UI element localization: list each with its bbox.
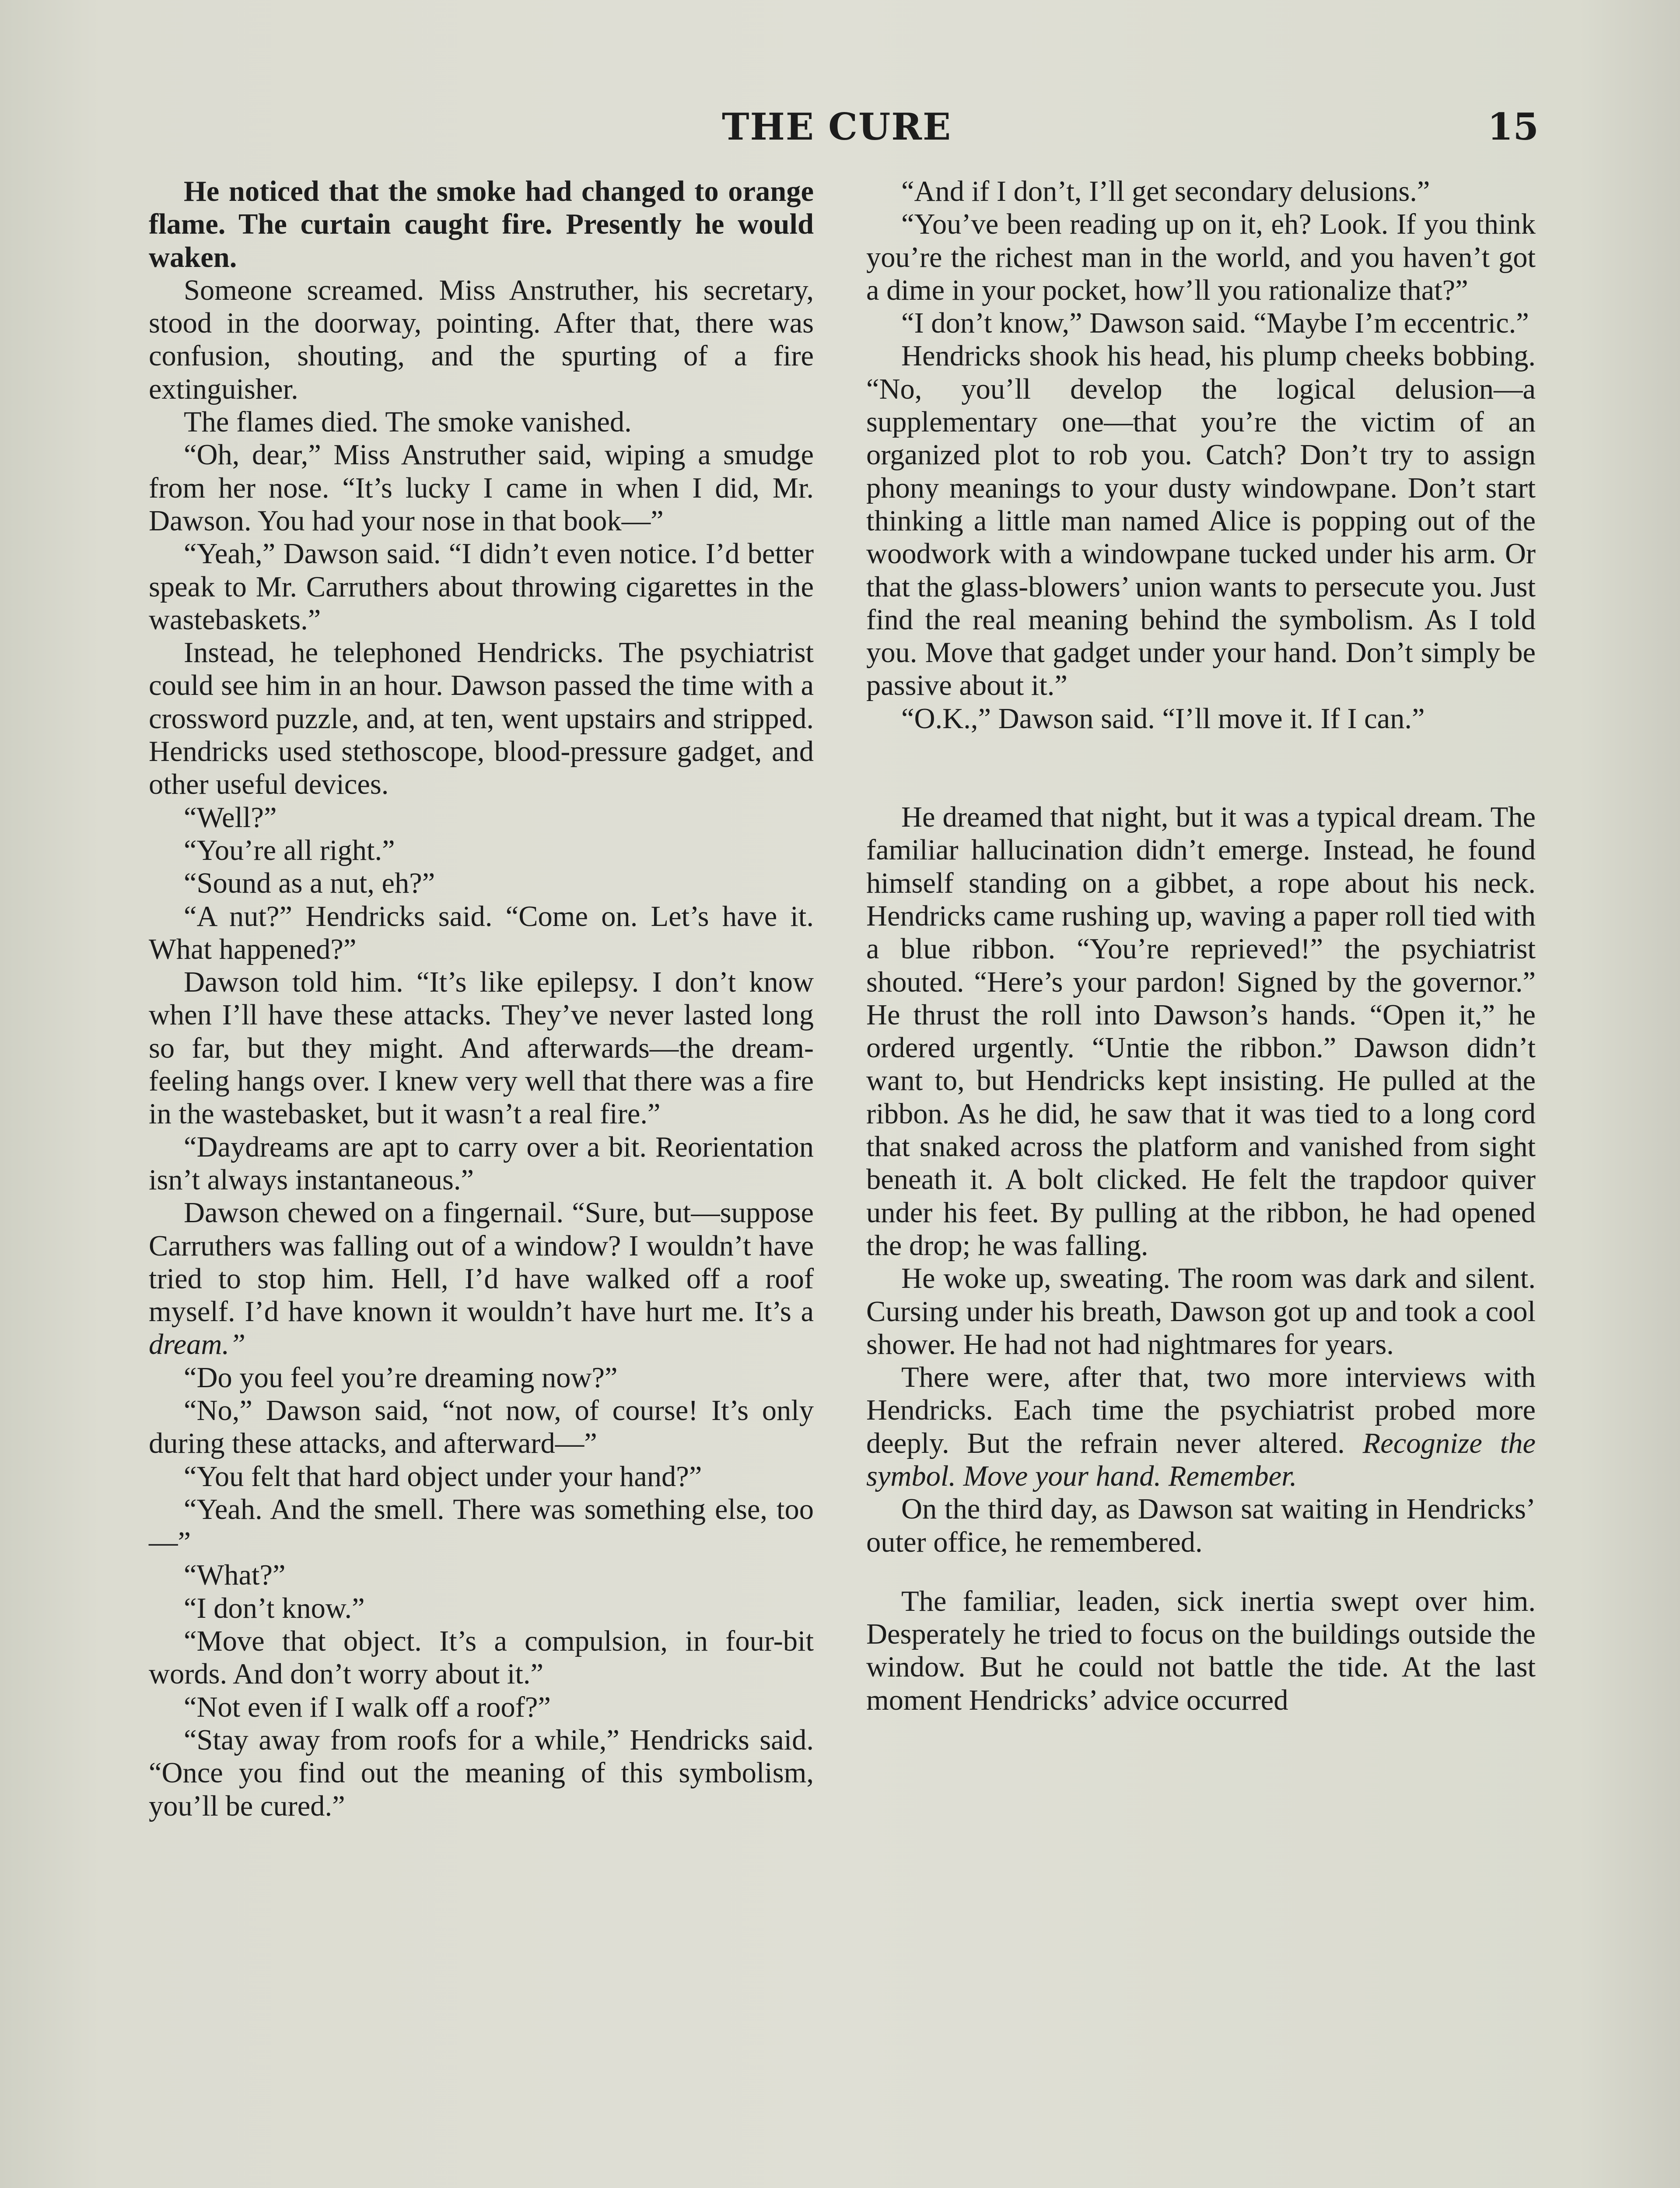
- page-header: [0, 105, 1680, 158]
- paragraph: “A nut?” Hendricks said. “Come on. Let’s have it. What happened?”: [149, 900, 814, 965]
- paragraph: Instead, he telephoned Hendricks. The psychiatrist could see him in an hour. Dawson passed the time with a crossword puzzle, and, at ten, went upstairs and stripped. Hendricks used stethoscope, blood-pressure gadget, and other useful devices.: [149, 637, 814, 801]
- paragraph: “What?”: [184, 1559, 286, 1592]
- right-column: [866, 175, 1536, 1717]
- italic-word: dream.”: [149, 1329, 246, 1361]
- paragraph: The familiar, leaden, sick inertia swept over him. Desperately he tried to focus on the buildings outside the window. But he could not battle the tide. At the last moment Hendricks’ advice occurred: [866, 1585, 1536, 1716]
- paragraph: “No,” Dawson said, “not now, of course! It’s only during these attacks, and afterward—”: [149, 1394, 814, 1460]
- paragraph: “You felt that hard object under your hand?”: [184, 1460, 702, 1493]
- paragraph-with-italic: [866, 1361, 1536, 1493]
- paragraph: Someone screamed. Miss Anstruther, his secretary, stood in the doorway, pointing. After that, there was confusion, shouting, and the spurting of a fire extinguisher.: [149, 274, 814, 405]
- paragraph: “I don’t know.”: [184, 1592, 365, 1624]
- paragraph-text: There were, after that, two more interviews with Hendricks. Each time the psychiatrist probed more deeply. But the refrain never altered.: [866, 1361, 1536, 1459]
- page-number: 15: [1488, 105, 1539, 148]
- paragraph: “You’re all right.”: [184, 834, 395, 866]
- paragraph: “O.K.,” Dawson said. “I’ll move it. If I can.”: [901, 702, 1425, 735]
- running-title: THE CURE: [722, 105, 952, 148]
- paragraph: “You’ve been reading up on it, eh? Look. If you think you’re the richest man in the world, and you haven’t got a dime in your pocket, how’ll you rationalize that?”: [866, 208, 1536, 306]
- paragraph: Hendricks shook his head, his plump cheeks bobbing. “No, you’ll develop the logical delusion—a supplementary one—that you’re the victim of an organized plot to rob you. Catch? Don’t try to assign phony meanings to your dusty windowpane. Don’t start thinking a little man named Alice is popping out of the woodwork with a windowpane tucked under his arm. Or that the glass-blowers’ union wants to persecute you. Just find the real meaning behind the symbolism. As I told you. Move that gadget under your hand. Don’t simply be passive about it.”: [866, 340, 1536, 702]
- section-break: [866, 735, 1536, 801]
- left-column: [149, 175, 814, 1823]
- paragraph: The flames died. The smoke vanished.: [184, 406, 632, 438]
- paragraph: “Yeah,” Dawson said. “I didn’t even notice. I’d better speak to Mr. Carruthers about throwing cigarettes in the wastebaskets.”: [149, 538, 814, 636]
- paragraph: “Not even if I walk off a roof?”: [184, 1691, 551, 1723]
- paragraph-with-italic: [149, 1196, 814, 1361]
- paragraph: “And if I don’t, I’ll get secondary delusions.”: [901, 175, 1430, 207]
- paragraph: “Well?”: [184, 801, 277, 834]
- paragraph-gap: [866, 1559, 1536, 1585]
- paragraph: He dreamed that night, but it was a typical dream. The familiar hallucination didn’t emerge. Instead, he found himself standing on a gibbet, a rope about his neck. Hendricks came rushing up, waving a paper roll tied with a blue ribbon. “You’re reprieved!” the psychiatrist shouted. “Here’s your pardon! Signed by the governor.” He thrust the roll into Dawson’s hands. “Open it,” he ordered urgently. “Untie the ribbon.” Dawson didn’t want to, but Hendricks kept insisting. He pulled at the ribbon. As he did, he saw that it was tied to a long cord that snaked across the platform and vanished from sight beneath it. A bolt clicked. He felt the trapdoor quiver under his feet. By pulling at the ribbon, he had opened the drop; he was falling.: [866, 801, 1536, 1262]
- paragraph: “Daydreams are apt to carry over a bit. Reorientation isn’t always instantaneous.”: [149, 1131, 814, 1196]
- paragraph: He woke up, sweating. The room was dark and silent. Cursing under his breath, Dawson got up and took a cool shower. He had not had nightmares for years.: [866, 1262, 1536, 1360]
- paragraph: On the third day, as Dawson sat waiting in Hendricks’ outer office, he remembered.: [866, 1493, 1536, 1558]
- paragraph: “Oh, dear,” Miss Anstruther said, wiping a smudge from her nose. “It’s lucky I came in when I did, Mr. Dawson. You had your nose in that book—”: [149, 439, 814, 537]
- paragraph: “Do you feel you’re dreaming now?”: [184, 1361, 618, 1394]
- paragraph: “I don’t know,” Dawson said. “Maybe I’m eccentric.”: [901, 307, 1529, 340]
- paragraph: “Move that object. It’s a compulsion, in four-bit words. And don’t worry about it.”: [149, 1625, 814, 1690]
- italic-refrain: Recognize the symbol. Move your hand. Remember.: [866, 1427, 1536, 1492]
- paragraph: He noticed that the smoke had changed to orange flame. The curtain caught fire. Presently he would waken.: [149, 175, 814, 274]
- paragraph: “Yeah. And the smell. There was something else, too—”: [149, 1493, 814, 1559]
- paragraph-text: Dawson chewed on a fingernail. “Sure, but—suppose Carruthers was falling out of a window? I wouldn’t have tried to stop him. Hell, I’d have walked off a roof myself. I’d have known it wouldn’t have hurt me. It’s a: [149, 1197, 814, 1328]
- paragraph: “Stay away from roofs for a while,” Hendricks said. “Once you find out the meaning of this symbolism, you’ll be cured.”: [149, 1724, 814, 1822]
- paragraph: Dawson told him. “It’s like epilepsy. I don’t know when I’ll have these attacks. They’ve never lasted long so far, but they might. And afterwards—the dream-feeling hangs over. I knew very well that there was a fire in the wastebasket, but it wasn’t a real fire.”: [149, 966, 814, 1130]
- paragraph: “Sound as a nut, eh?”: [184, 867, 435, 900]
